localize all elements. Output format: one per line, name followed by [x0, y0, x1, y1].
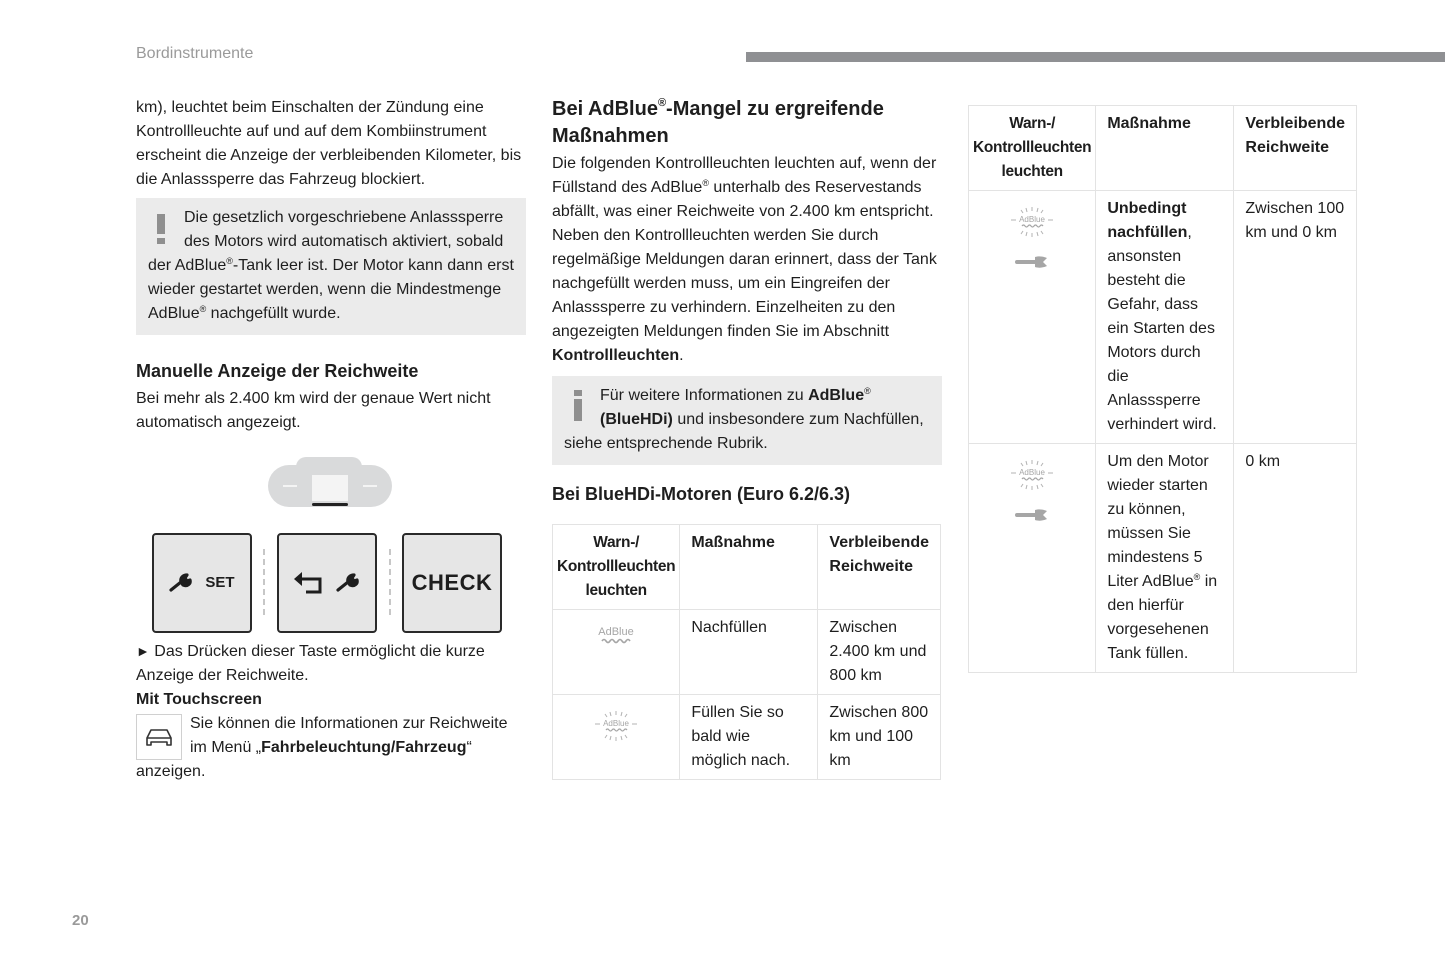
- adblue-steady-icon: [593, 624, 639, 650]
- warning-icon-cell: [969, 191, 1096, 444]
- header-remaining-range: Verbleibende Reichweite: [818, 525, 941, 610]
- svg-text:AdBlue: AdBlue: [1019, 468, 1046, 477]
- intro-paragraph: km), leuchtet beim Einschalten der Zündung eine Kontrollleuchte auf und auf dem Kombiinstrument erscheint die Anzeige der verbleibenden Kilometer, bis die Anlasssperre das Fahrzeug blockiert.: [136, 99, 522, 188]
- press-instruction: ► Das Drücken dieser Taste ermöglicht die kurze Anzeige der Reichweite.: [136, 643, 485, 684]
- column-middle: [552, 96, 942, 780]
- adblue-flashing-icon: [1007, 205, 1057, 239]
- range-cell: Zwischen 800 km und 100 km: [818, 695, 941, 780]
- adblue-flashing-icon: [1007, 458, 1057, 492]
- warning-icon-cell: [969, 444, 1096, 673]
- info-notice: [552, 376, 942, 465]
- header-bar: [746, 52, 1445, 62]
- adblue-messages-paragraph: Neben den Kontrollleuchten werden Sie durch regelmäßige Meldungen daran erinnert, dass der Tank nachgefüllt werden muss, um ein Eingreifen der Anlasssperre zu verhindern. Einzelheiten zu den angezeigten Meldungen finden Sie im Abschnitt Kontrollleuchten.: [552, 227, 937, 364]
- back-wrench-button[interactable]: [277, 533, 377, 633]
- warning-text: Die gesetzlich vorgeschriebene Anlasssperre des Motors wird automatisch aktiviert, sobald der AdBlue®-Tank leer ist. Der Motor kann dann erst wieder gestartet werden, wenn die Mindestmenge AdBlue® nachgefüllt wurde.: [148, 209, 514, 322]
- table-header-row: [553, 525, 941, 610]
- manual-range-text: Bei mehr als 2.400 km wird der genaue Wert nicht automatisch angezeigt.: [136, 390, 491, 431]
- column-right: [968, 105, 1358, 673]
- wrench-icon: [1015, 508, 1049, 522]
- car-menu-icon: [136, 714, 182, 760]
- instrument-cluster-icon: [268, 457, 392, 511]
- adblue-flashing-icon: [591, 709, 641, 743]
- page-number: 20: [72, 912, 89, 929]
- table-row: [553, 610, 941, 695]
- set-button[interactable]: [152, 533, 252, 633]
- check-button[interactable]: [402, 533, 502, 633]
- wrench-icon: [336, 573, 362, 593]
- action-cell: Unbedingt nachfüllen, ansonsten besteht die Gefahr, dass ein Starten des Motors durch die Anlasssperre verhindert wird.: [1096, 191, 1234, 444]
- set-label: SET: [205, 574, 235, 591]
- svg-text:AdBlue: AdBlue: [1019, 215, 1046, 224]
- warning-icon-cell: [553, 695, 680, 780]
- wrench-icon: [1015, 255, 1049, 269]
- adblue-shortage-heading: Bei AdBlue®-Mangel zu ergreifende Maßnahmen: [552, 97, 884, 147]
- header-remaining-range: Verbleibende Reichweite: [1234, 106, 1357, 191]
- header-warning-lights: Warn-/ Kontrollleuchten leuchten: [553, 525, 680, 610]
- touchscreen-info: [136, 712, 526, 784]
- warning-notice: [136, 198, 526, 335]
- svg-text:AdBlue: AdBlue: [603, 719, 630, 728]
- action-cell: Nachfüllen: [680, 610, 818, 695]
- info-icon: [564, 382, 600, 420]
- bluehdi-subheading: Bei BlueHDi-Motoren (Euro 6.2/6.3): [552, 484, 851, 504]
- warning-icon-cell: [553, 610, 680, 695]
- table-row: [969, 191, 1357, 444]
- back-arrow-icon: [292, 570, 326, 596]
- touchscreen-text: Sie können die Informationen zur Reichweite im Menü „Fahrbeleuchtung/Fahrzeug“ anzeigen.: [136, 715, 508, 780]
- triangle-bullet-icon: ►: [136, 643, 150, 659]
- action-cell: Füllen Sie so bald wie möglich nach.: [680, 695, 818, 780]
- adblue-table-continued: [968, 105, 1357, 673]
- separator: [263, 549, 267, 615]
- steering-buttons-illustration: [136, 457, 526, 647]
- info-text: Für weitere Informationen zu AdBlue® (BlueHDi) und insbesondere zum Nachfüllen, siehe entsprechende Rubrik.: [564, 386, 924, 452]
- section-title: Bordinstrumente: [136, 45, 254, 62]
- separator: [389, 549, 393, 615]
- wrench-icon: [169, 573, 195, 593]
- range-cell: Zwischen 100 km und 0 km: [1234, 191, 1357, 444]
- header-action: Maßnahme: [680, 525, 818, 610]
- column-left: [136, 96, 526, 784]
- action-cell: Um den Motor wieder starten zu können, müssen Sie mindestens 5 Liter AdBlue® in den hierfür vorgesehenen Tank füllen.: [1096, 444, 1234, 673]
- table-row: [969, 444, 1357, 673]
- header-action: Maßnahme: [1096, 106, 1234, 191]
- range-cell: Zwischen 2.400 km und 800 km: [818, 610, 941, 695]
- range-cell: 0 km: [1234, 444, 1357, 673]
- exclamation-icon: [148, 204, 184, 242]
- svg-text:AdBlue: AdBlue: [598, 626, 634, 638]
- touchscreen-heading: Mit Touchscreen: [136, 691, 262, 708]
- header-warning-lights: Warn-/ Kontrollleuchten leuchten: [969, 106, 1096, 191]
- table-row: [553, 695, 941, 780]
- table-header-row: [969, 106, 1357, 191]
- adblue-table-euro6: [552, 524, 941, 780]
- check-label: CHECK: [411, 570, 493, 595]
- adblue-intro-paragraph: Die folgenden Kontrollleuchten leuchten auf, wenn der Füllstand des AdBlue® unterhalb des Reservestands abfällt, was einer Reichweite von 2.400 km entspricht.: [552, 155, 937, 220]
- manual-range-heading: Manuelle Anzeige der Reichweite: [136, 361, 419, 381]
